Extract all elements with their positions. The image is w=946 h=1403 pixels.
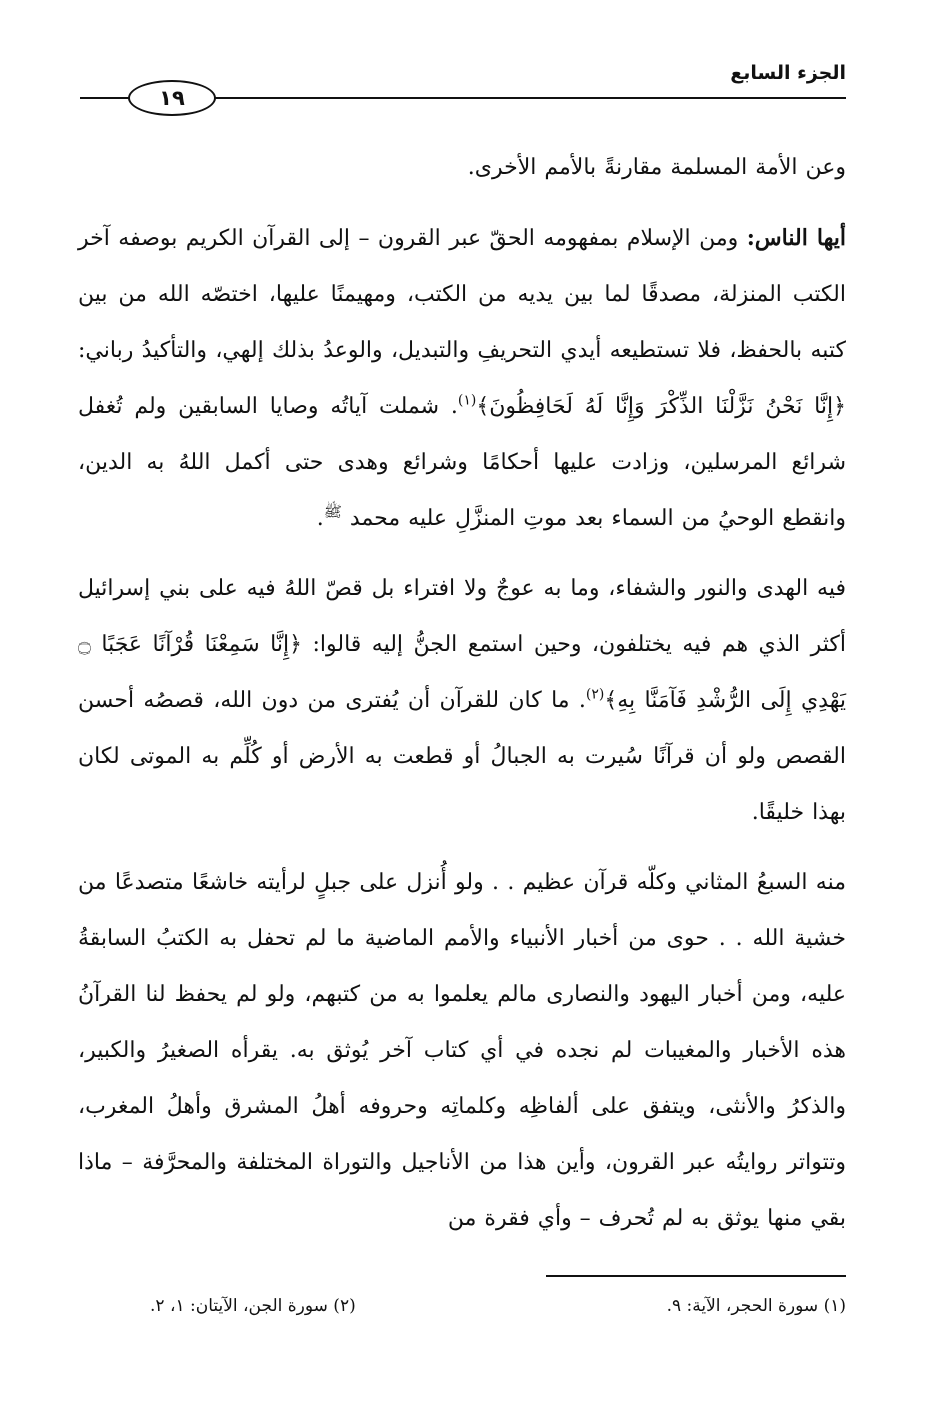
paragraph-4: منه السبعُ المثاني وكلّه قرآن عظيم . . ولو أُنزل على جبلٍ لرأيته خاشعًا متصدعًا من خشية الله . . حوى من أخبار الأنبياء والأمم الماضية ما لم تحفل به الكتبُ السابقةُ عليه، ومن أخبار اليهود والنصارى مالم يعلموا به من كتبهم، ولو لم يحفظ لنا القرآنُ هذه الأخبار والمغيبات لم نجده في أي كتاب آخر يُوثق به. يقرأه الصغيرُ والكبير، والذكرُ والأنثى، ويتفق على ألفاظِه وكلماتِه وحروفه أهلُ المشرق وأهلُ المغرب، وتتواتر روايتُه عبر القرون، وأين هذا من الأناجيل والتوراة المختلفة والمحرَّفة – ماذا بقي منها يوثق به لم تُحرف – وأي فقرة من bbox=[78, 870, 846, 1231]
paragraph-2-text-a: ومن الإسلام بمفهومه الحقّ عبر القرون – إلى القرآن الكريم بوصفه آخر الكتب المنزلة، مصدقًا لما بين يديه من الكتب، ومهيمنًا عليها، اختصّه الله من بين كتبه بالحفظ، فلا تستطيعه أيدي التحريفِ والتبديل، والوعدُ بذلك إلهي، والتأكيدُ رباني: bbox=[78, 226, 846, 363]
quran-verse-2: ﴿إِنَّا سَمِعْنَا قُرْآنًا عَجَبًا ۝ يَهْدِي إِلَى الرُّشْدِ فَآمَنَّا بِهِ﴾ bbox=[78, 632, 846, 713]
paragraph-2 bbox=[78, 210, 846, 547]
running-header-title: الجزء السابع bbox=[730, 62, 846, 84]
quran-verse-1: ﴿إِنَّا نَحْنُ نَزَّلْنَا الذِّكْرَ وَإِنَّا لَهُ لَحَافِظُونَ﴾ bbox=[476, 394, 846, 419]
footnote-ref-1: (١) bbox=[457, 392, 477, 409]
footnote-1: (١) سورة الحجر، الآية: ٩. bbox=[666, 1296, 846, 1316]
footnote-2: (٢) سورة الجن، الآيتان: ١، ٢. bbox=[150, 1296, 356, 1316]
page-number: ١٩ bbox=[159, 85, 185, 110]
paragraph-3-text-a: فيه الهدى والنور والشفاء، وما به عوجٌ ولا افتراء بل قصّ اللهُ فيه على بني إسرائيل أكثر الذي هم فيه يختلفون، وحين استمع الجنُّ إليه قالوا: bbox=[78, 576, 846, 657]
paragraph-1: وعن الأمة المسلمة مقارنةً بالأمم الأخرى. bbox=[467, 155, 846, 180]
footnote-ref-2: (٢) bbox=[585, 686, 605, 703]
paragraph-2-text-c: . bbox=[316, 506, 324, 531]
footnote-rule bbox=[546, 1275, 846, 1277]
footnotes bbox=[150, 1296, 846, 1316]
paragraph-3-text-b: . ما كان للقرآن أن يُفترى من دون الله، قصصُه أحسن القصص ولو أن قرآنًا سُيرت به الجبالُ أو قطعت به الأرض أو كُلِّم به الموتى لكان بهذا خليقًا. bbox=[78, 688, 846, 825]
main-text bbox=[78, 140, 846, 1247]
page-number-badge bbox=[128, 80, 216, 116]
paragraph-lead-in: أيها الناس: bbox=[746, 225, 846, 251]
salawat-glyph: ﷺ bbox=[323, 502, 342, 521]
paragraph-2-text-b: . شملت آياتُه وصايا السابقين ولم تُغفل شرائع المرسلين، وزادت عليها أحكامًا وشرائع وهدى حتى أكمل اللهُ به الدين، وانقطع الوحيُ من السماء بعد موتِ المنزَّلِ عليه محمد bbox=[78, 394, 846, 531]
paragraph-3 bbox=[78, 561, 846, 841]
